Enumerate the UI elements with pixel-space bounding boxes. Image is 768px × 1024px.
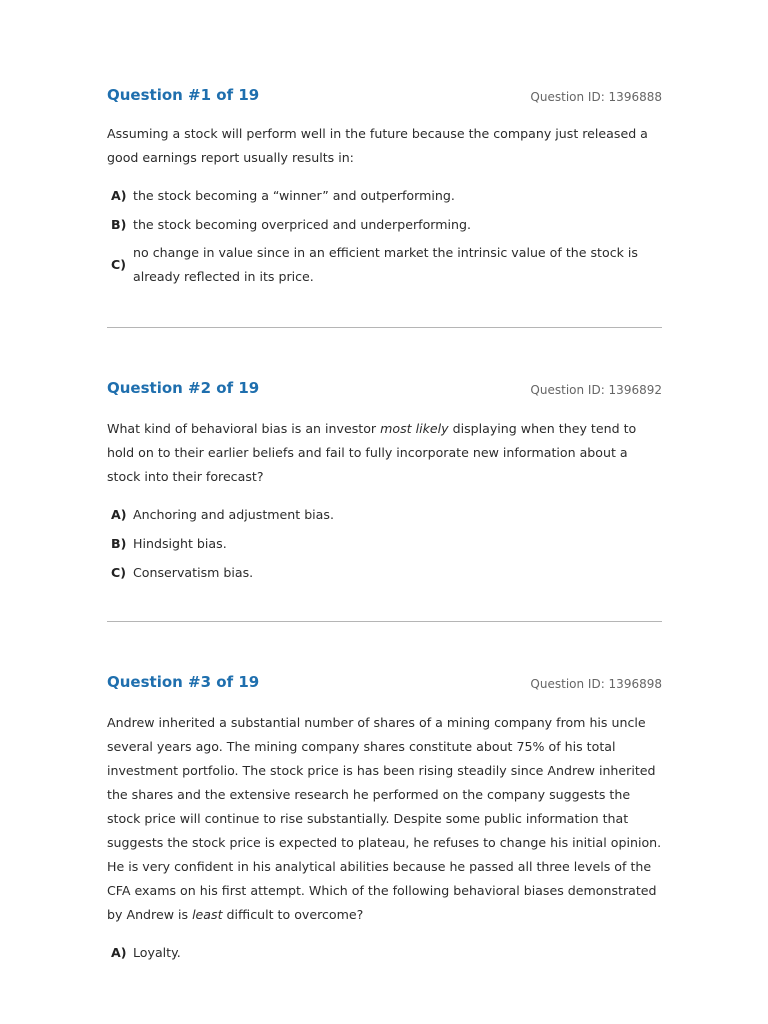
option-text: Hindsight bias. bbox=[133, 535, 227, 551]
option-text: the stock becoming overpriced and underperforming. bbox=[133, 216, 471, 232]
question-title: Question #1 of 19 bbox=[107, 86, 260, 104]
section-divider bbox=[107, 621, 662, 622]
question-text bbox=[107, 711, 662, 927]
question-id: Question ID: 1396888 bbox=[530, 90, 662, 104]
question-title: Question #2 of 19 bbox=[107, 379, 260, 397]
answer-options bbox=[107, 500, 662, 587]
question-3 bbox=[107, 673, 662, 967]
question-header bbox=[107, 86, 662, 110]
option-b[interactable] bbox=[107, 529, 662, 558]
question-id: Question ID: 1396892 bbox=[530, 383, 662, 397]
option-text: Conservatism bias. bbox=[133, 564, 254, 580]
question-id: Question ID: 1396898 bbox=[530, 677, 662, 691]
section-divider bbox=[107, 327, 662, 328]
question-title: Question #3 of 19 bbox=[107, 673, 260, 691]
question-text-part: What kind of behavioral bias is an investor bbox=[107, 421, 381, 436]
question-text bbox=[107, 417, 662, 489]
option-letter: B) bbox=[111, 216, 127, 232]
option-letter: A) bbox=[111, 506, 127, 522]
question-text: Assuming a stock will perform well in the future because the company just released a good earnings report usually results in: bbox=[107, 126, 648, 165]
option-c[interactable] bbox=[107, 558, 662, 587]
question-text-part: Andrew inherited a substantial number of shares of a mining company from his uncle several years ago. The mining company shares constitute about 75% of his total investment portfolio. The stock price is has been rising steadily since Andrew inherited the shares and the extensive research he performed on the company suggests the stock price will continue to rise substantially. Despite some public information that suggests the stock price is expected to plateau, he refuses to change his initial opinion. He is very confident in his analytical abilities because he passed all three levels of the CFA exams on his first attempt. Which of the following behavioral biases demonstrated by Andrew is bbox=[107, 715, 662, 922]
question-header bbox=[107, 673, 662, 697]
option-c[interactable] bbox=[107, 239, 662, 291]
option-b[interactable] bbox=[107, 210, 662, 239]
option-a[interactable] bbox=[107, 181, 662, 210]
option-letter: C) bbox=[111, 257, 126, 272]
option-text: Loyalty. bbox=[133, 944, 181, 960]
option-letter: A) bbox=[111, 187, 127, 203]
option-text: no change in value since in an efficient market the intrinsic value of the stock is already reflected in its price. bbox=[133, 245, 638, 284]
question-1 bbox=[107, 86, 662, 291]
option-a[interactable] bbox=[107, 500, 662, 529]
option-a[interactable] bbox=[107, 938, 662, 967]
question-text-emphasis: most likely bbox=[380, 421, 449, 436]
question-2 bbox=[107, 379, 662, 587]
answer-options bbox=[107, 938, 662, 967]
question-text-part: displaying when they tend to hold on to their earlier beliefs and fail to fully incorporate new information about a stock into their forecast? bbox=[107, 421, 637, 484]
option-text: the stock becoming a “winner” and outperforming. bbox=[133, 187, 455, 203]
option-letter: A) bbox=[111, 944, 127, 960]
question-text-part: difficult to overcome? bbox=[222, 907, 364, 922]
option-letter: C) bbox=[111, 564, 126, 580]
answer-options bbox=[107, 181, 662, 291]
question-header bbox=[107, 379, 662, 403]
option-text: Anchoring and adjustment bias. bbox=[133, 506, 334, 522]
question-text-emphasis: least bbox=[192, 907, 223, 922]
option-letter: B) bbox=[111, 535, 127, 551]
